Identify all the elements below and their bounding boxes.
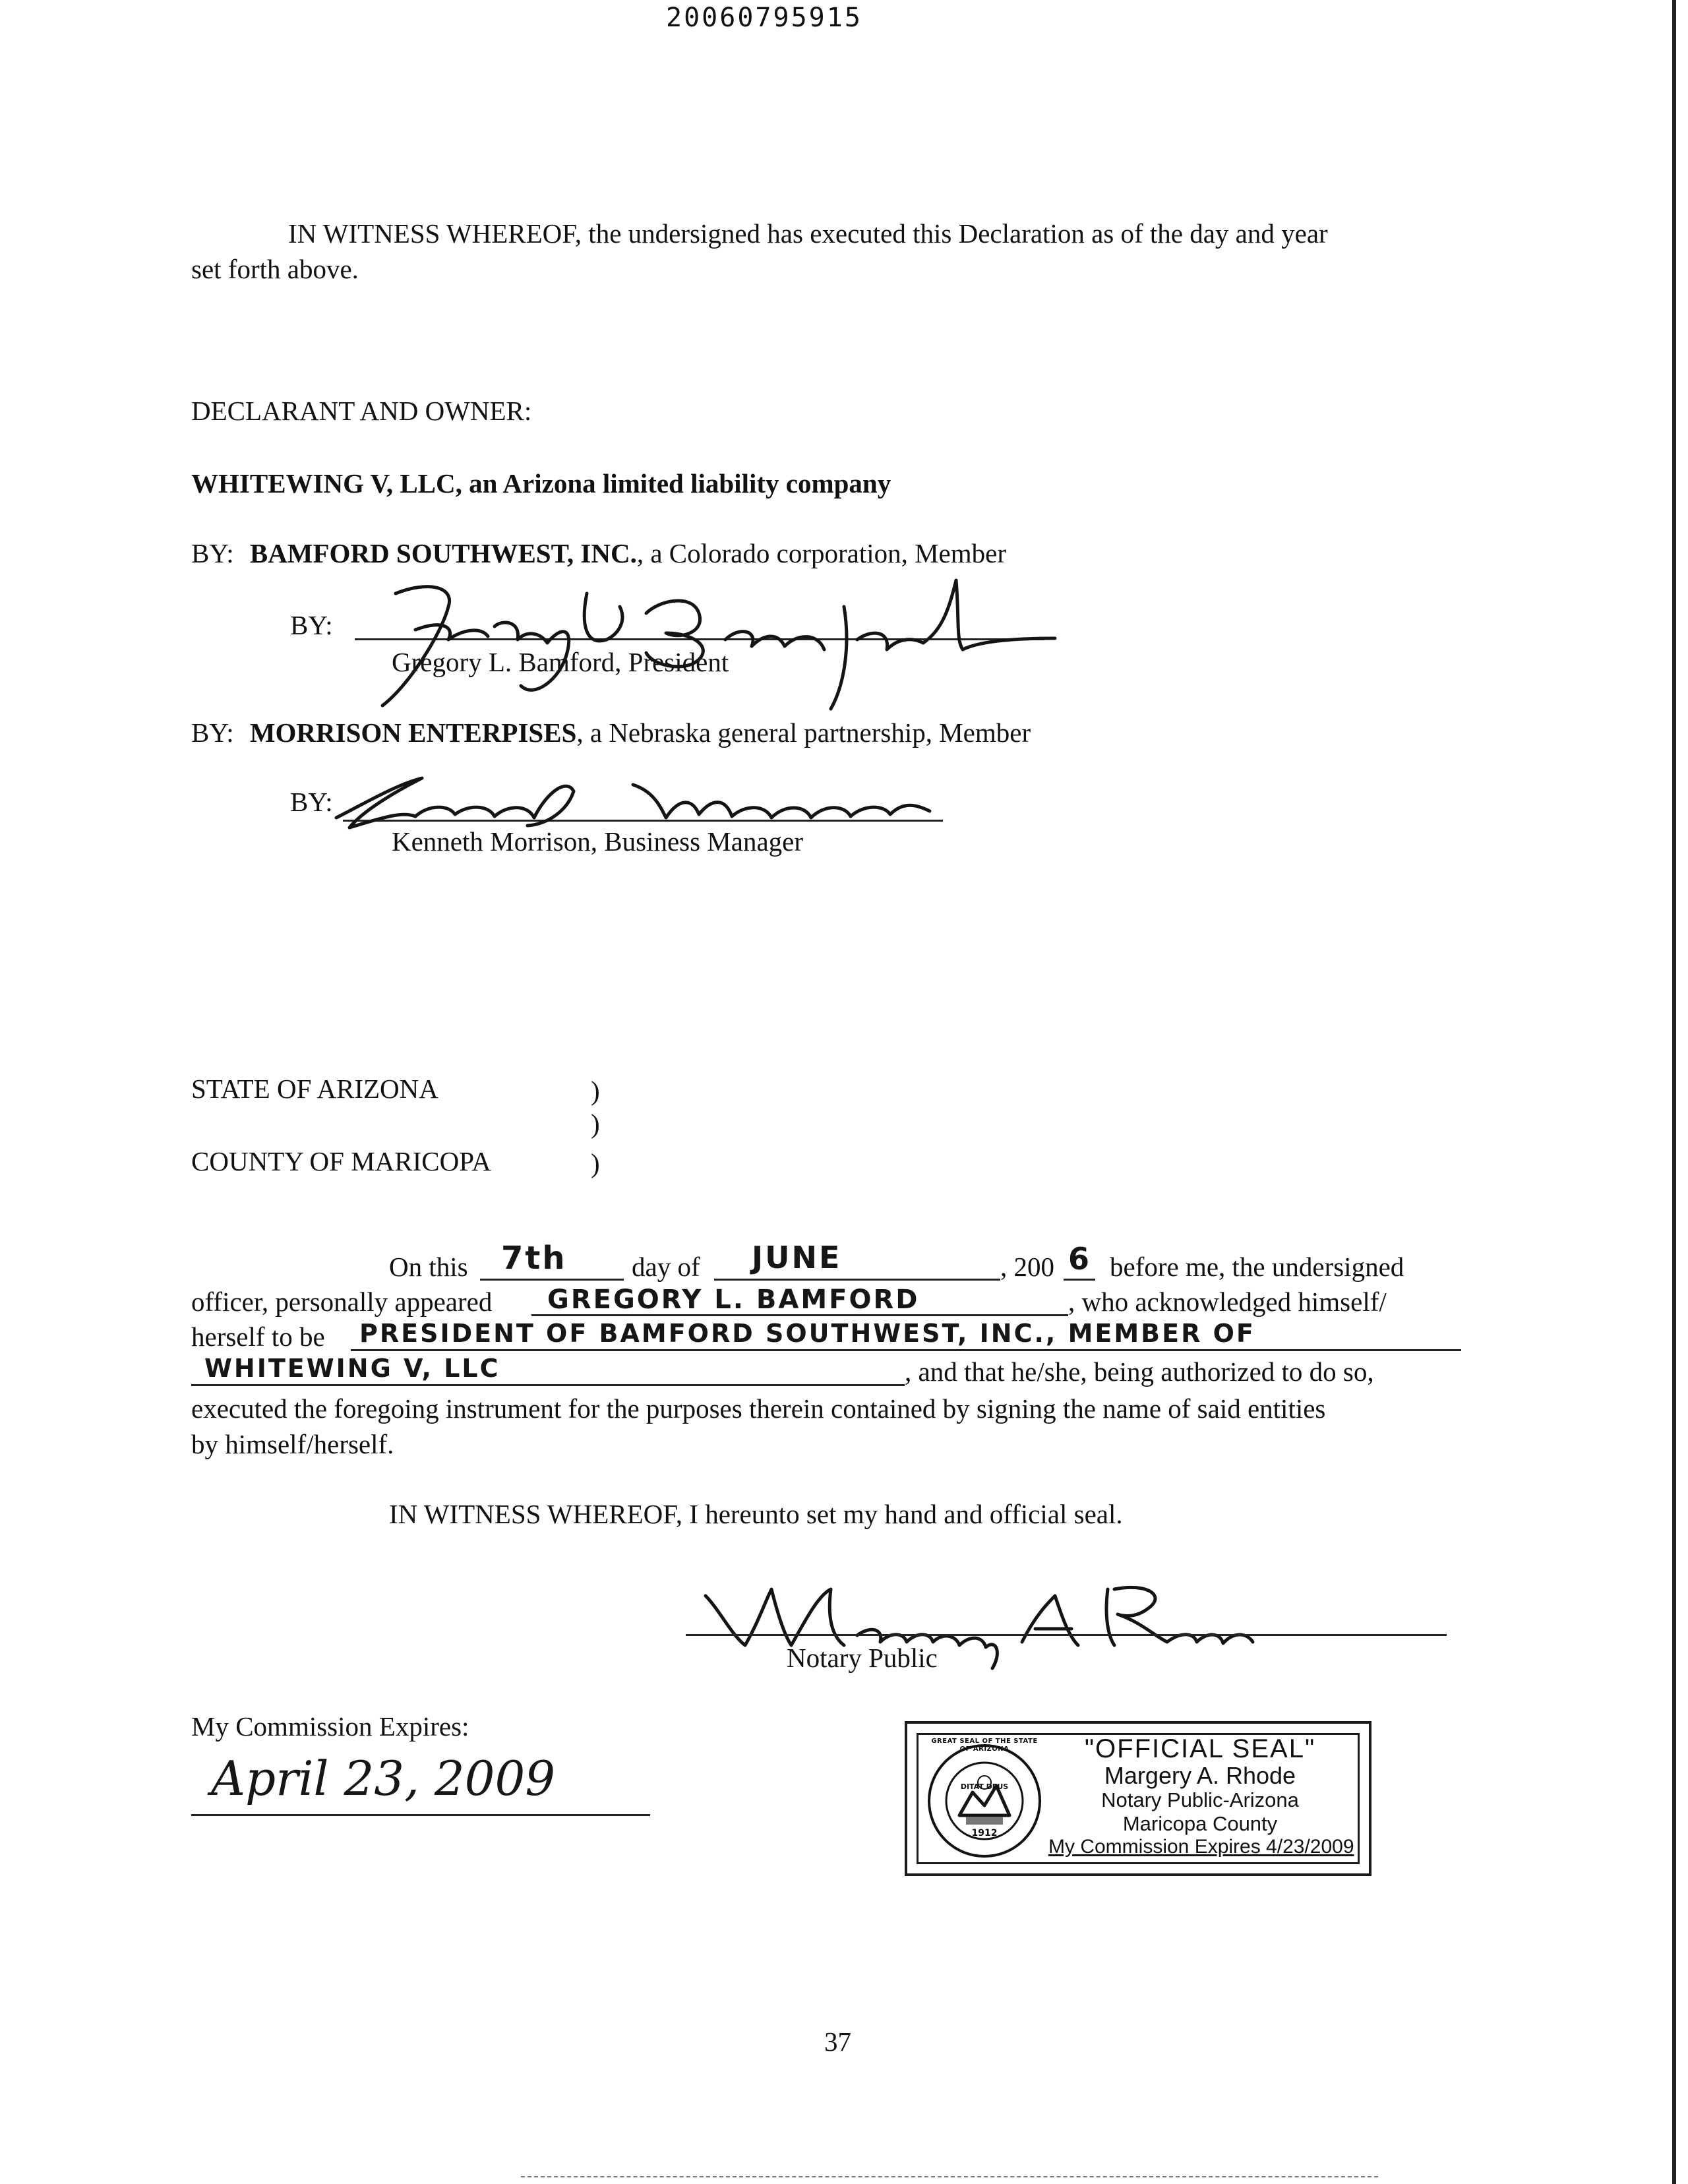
page-number: 37 <box>824 2026 851 2057</box>
ack-role-value-1: PRESIDENT OF BAMFORD SOUTHWEST, INC., MEMBER OF <box>359 1319 1255 1348</box>
ack-day-value: 7th <box>501 1240 567 1277</box>
ack-month-value: JUNE <box>752 1240 842 1275</box>
commission-line <box>191 1814 650 1816</box>
venue-paren-1: ) <box>591 1076 600 1106</box>
rhode-signature <box>692 1569 1299 1675</box>
seal-line-1: "OFFICIAL SEAL" <box>1084 1734 1316 1763</box>
member2-desc: , a Nebraska general partnership, Member <box>576 717 1031 748</box>
member2-sign-by-label: BY: <box>290 787 333 817</box>
ack-officer-appeared: officer, personally appeared <box>191 1287 493 1317</box>
witness-line-1: IN WITNESS WHEREOF, the undersigned has executed this Declaration as of the day and year <box>288 218 1328 249</box>
ack-day-of: day of <box>632 1252 700 1282</box>
ack-before-me: before me, the undersigned <box>1110 1252 1404 1282</box>
declarant-company: WHITEWING V, LLC, an Arizona limited liability company <box>191 468 891 499</box>
ack-role-line-1 <box>351 1349 1461 1351</box>
declarant-heading: DECLARANT AND OWNER: <box>191 396 532 426</box>
scan-edge-line <box>1672 0 1676 2184</box>
member1-name: BAMFORD SOUTHWEST, INC. <box>249 538 637 568</box>
member1-desc: , a Colorado corporation, Member <box>636 538 1006 568</box>
ack-year-prefix: , 200 <box>1000 1252 1054 1282</box>
member2-line <box>191 715 1031 750</box>
notary-signature-line <box>686 1634 1447 1636</box>
ack-month-line <box>714 1279 1000 1281</box>
member2-by-label: BY: <box>191 717 234 748</box>
member2-name: MORRISON ENTERPISES <box>249 717 577 748</box>
ack-day-line <box>480 1279 624 1281</box>
ack-role-line-2 <box>191 1384 905 1386</box>
ack-role-value-2: WHITEWING V, LLC <box>204 1354 500 1383</box>
seal-emblem-legend: GREAT SEAL OF THE STATE OF ARIZONA <box>931 1738 1038 1753</box>
ack-year-line <box>1064 1279 1095 1281</box>
arizona-state-seal-emblem <box>926 1743 1042 1859</box>
ack-acknowledged: , who acknowledged himself/ <box>1068 1287 1387 1317</box>
ack-herself-to-be: herself to be <box>191 1321 325 1352</box>
ack-appeared-value: GREGORY L. BAMFORD <box>547 1285 920 1315</box>
venue-paren-3: ) <box>591 1148 600 1178</box>
ack-line-6: by himself/herself. <box>191 1429 394 1459</box>
commission-label: My Commission Expires: <box>191 1711 469 1742</box>
seal-line-5: My Commission Expires 4/23/2009 <box>1048 1836 1354 1858</box>
notary-witness-line: IN WITNESS WHEREOF, I hereunto set my hand and official seal. <box>389 1499 1123 1529</box>
witness-line-2: set forth above. <box>191 254 359 284</box>
ack-year-value: 6 <box>1068 1241 1092 1277</box>
ack-line-5: executed the foregoing instrument for the purposes therein contained by signing the name of said entities <box>191 1393 1326 1424</box>
member1-line <box>191 536 1006 570</box>
scan-bottom-dashes <box>521 2176 1378 2177</box>
member2-signer: Kenneth Morrison, Business Manager <box>392 826 804 857</box>
seal-emblem-motto: DITAT DEUS <box>960 1782 1009 1791</box>
bamford-signature <box>369 567 1068 712</box>
venue-paren-2: ) <box>591 1108 600 1139</box>
seal-line-3: Notary Public-Arizona <box>1101 1788 1299 1811</box>
ack-on-this: On this <box>389 1252 468 1282</box>
commission-value: April 23, 2009 <box>211 1751 556 1806</box>
document-number: 20060795915 <box>666 3 862 33</box>
seal-emblem-year: 1912 <box>971 1828 998 1838</box>
seal-line-2: Margery A. Rhode <box>1104 1762 1296 1789</box>
morrison-signature <box>323 765 956 837</box>
ack-authorized: , and that he/she, being authorized to do so, <box>905 1356 1374 1387</box>
venue-county: COUNTY OF MARICOPA <box>191 1146 491 1176</box>
member1-sign-by-label: BY: <box>290 610 333 640</box>
member1-by-label: BY: <box>191 538 234 568</box>
member1-signer: Gregory L. Bamford, President <box>392 647 729 677</box>
notary-title: Notary Public <box>787 1643 938 1673</box>
venue-state: STATE OF ARIZONA <box>191 1074 438 1104</box>
seal-line-4: Maricopa County <box>1122 1812 1278 1835</box>
